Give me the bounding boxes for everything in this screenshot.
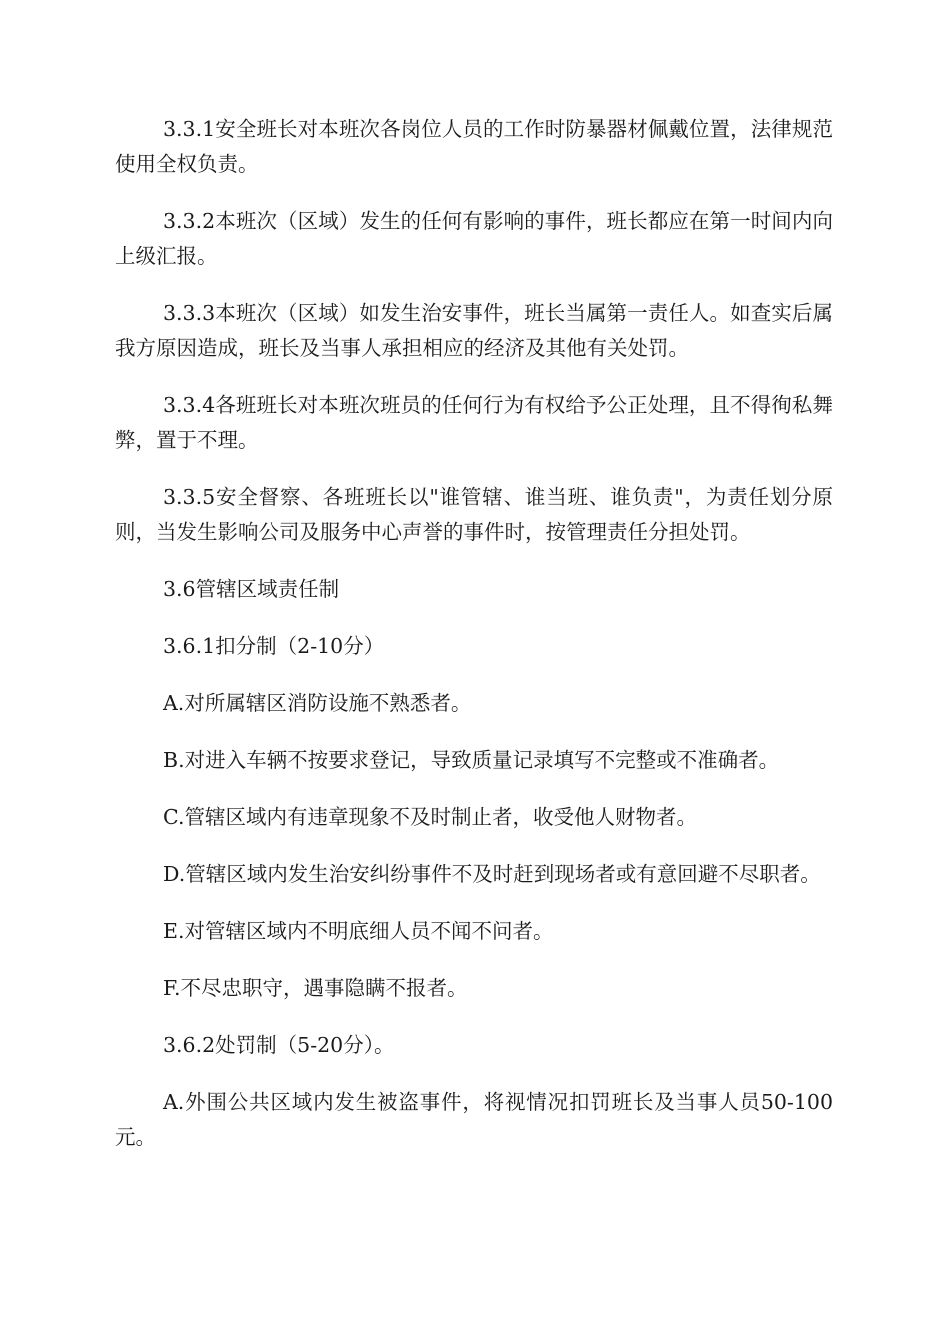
paragraph-3-3-2: 3.3.2本班次（区域）发生的任何有影响的事件，班长都应在第一时间内向上级汇报。 [115, 209, 833, 268]
list-item-c: C.管辖区域内有违章现象不及时制止者，收受他人财物者。 [163, 805, 697, 829]
subsection-heading-3-6-2: 3.6.2处罚制（5-20分）。 [163, 1033, 395, 1057]
paragraph-3-3-5: 3.3.5安全督察、各班班长以"谁管辖、谁当班、谁负责"，为责任划分原则，当发生影响公司及服务中心声誉的事件时，按管理责任分担处罚。 [115, 485, 833, 544]
list-item-f: F.不尽忠职守，遇事隐瞒不报者。 [163, 976, 468, 1000]
list-item-b: B.对进入车辆不按要求登记，导致质量记录填写不完整或不准确者。 [163, 748, 780, 772]
list-item-e: E.对管辖区域内不明底细人员不闻不问者。 [163, 919, 554, 943]
list-item-d: D.管辖区域内发生治安纠纷事件不及时赶到现场者或有意回避不尽职者。 [163, 862, 821, 886]
list-item-a-penalty: A.外围公共区域内发生被盗事件，将视情况扣罚班长及当事人员50-100元。 [115, 1090, 833, 1149]
document-body [115, 112, 833, 1177]
section-heading-3-6: 3.6管辖区域责任制 [163, 577, 340, 601]
paragraph-3-3-4: 3.3.4各班班长对本班次班员的任何行为有权给予公正处理，且不得徇私舞弊，置于不理。 [115, 393, 833, 452]
paragraph-3-3-3: 3.3.3本班次（区域）如发生治安事件，班长当属第一责任人。如查实后属我方原因造成，班长及当事人承担相应的经济及其他有关处罚。 [115, 301, 833, 360]
list-item-a: A.对所属辖区消防设施不熟悉者。 [163, 691, 472, 715]
paragraph-3-3-1: 3.3.1安全班长对本班次各岗位人员的工作时防暴器材佩戴位置，法律规范使用全权负责。 [115, 117, 833, 176]
subsection-heading-3-6-1: 3.6.1扣分制（2-10分） [163, 634, 385, 658]
